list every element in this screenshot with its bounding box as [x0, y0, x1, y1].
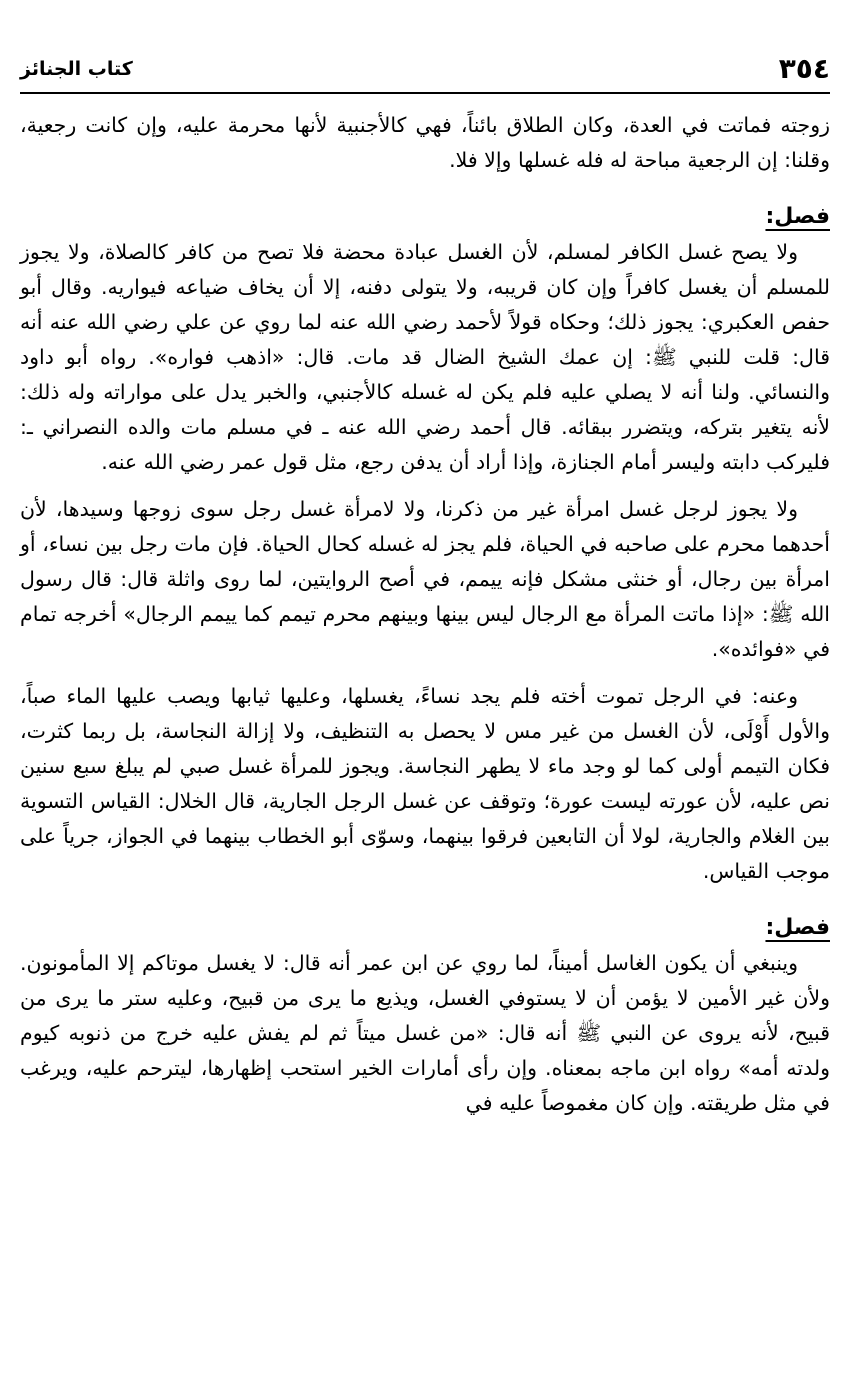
running-title: كتاب الجنائز	[20, 58, 133, 80]
page-header	[20, 48, 830, 88]
paragraph: وينبغي أن يكون الغاسل أميناً، لما روي عن ابن عمر أنه قال: لا يغسل موتاكم إلا المأمونون. ولأن غير الأمين لا يؤمن أن لا يستوفي الغسل، ويذيع ما يرى من قبيح، وعليه ستر ما يرى من قبيح، لأنه يروى عن النبي ﷺ أنه قال: «من غسل ميتاً ثم لم يفش عليه خرج من ذنوبه كيوم ولدته أمه» رواه ابن ماجه بمعناه. وإن رأى أمارات الخير استحب إظهارها، ليترحم عليه، ويرغب في مثل طريقته. وإن كان مغموصاً عليه في	[20, 951, 830, 1115]
paragraph: وعنه: في الرجل تموت أخته فلم يجد نساءً، يغسلها، وعليها ثيابها ويصب عليها الماء صباً، والأول أَوْلَى، لأن الغسل من غير مس لا يحصل به التنظيف، ولا إزالة النجاسة، بل ربما كثرت، فكان التيمم أولى كما لو وجد ماء لا يطهر النجاسة. ويجوز للمرأة غسل صبي لم يبلغ سبع سنين نص عليه، لأن عورته ليست عورة؛ وتوقف عن غسل الرجل الجارية، قال الخلال: القياس التسوية بين الغلام والجارية، لولا أن التابعين فرقوا بينهما، وسوّى أبو الخطاب بينهما في الجواز، جرياً على موجب القياس.	[20, 684, 830, 883]
page-body	[20, 108, 830, 1121]
section-heading: فصل:	[765, 204, 830, 229]
section-heading: فصل:	[765, 915, 830, 940]
header-rule	[20, 92, 830, 94]
paragraph: ولا يصح غسل الكافر لمسلم، لأن الغسل عبادة محضة فلا تصح من كافر كالصلاة، ولا يجوز للمسلم أن يغسل كافراً وإن كان قريبه، ولا يتولى دفنه، إلا أن يخاف ضياعه فيواريه. وقال أبو حفص العكبري: يجوز ذلك؛ وحكاه قولاً لأحمد رضي الله عنه لما روي عن علي رضي الله عنه أنه قال: قلت للنبي ﷺ: إن عمك الشيخ الضال قد مات. قال: «اذهب فواره». رواه أبو داود والنسائي. ولنا أنه لا يصلي عليه فلم يكن له غسله كالأجنبي، والخبر يدل على مواراته وله ذلك: لأنه يتغير بتركه، ويتضرر ببقائه. قال أحمد رضي الله عنه ـ في مسلم مات والده النصراني ـ: فليركب دابته وليسر أمام الجنازة، وإذا أراد أن يدفن رجع، مثل قول عمر رضي الله عنه.	[20, 240, 830, 474]
paragraph: زوجته فماتت في العدة، وكان الطلاق بائناً، فهي كالأجنبية لأنها محرمة عليه، وإن كانت رجعية، وقلنا: إن الرجعية مباحة له فله غسلها وإلا فلا.	[20, 113, 830, 172]
book-page	[20, 48, 830, 1121]
page-number: ٣٥٤	[778, 52, 830, 85]
paragraph: ولا يجوز لرجل غسل امرأة غير من ذكرنا، ولا لامرأة غسل رجل سوى زوجها وسيدها، لأن أحدهما محرم على صاحبه في الحياة، فلم يجز له غسله كحال الحياة. فإن مات رجل بين نساء، أو امرأة بين رجال، أو خنثى مشكل فإنه ييمم، في أصح الروايتين، لما روى واثلة قال: قال رسول الله ﷺ: «إذا ماتت المرأة مع الرجال ليس بينها وبينهم محرم تيمم كما ييمم الرجال» أخرجه تمام في «فوائده».	[20, 497, 830, 661]
